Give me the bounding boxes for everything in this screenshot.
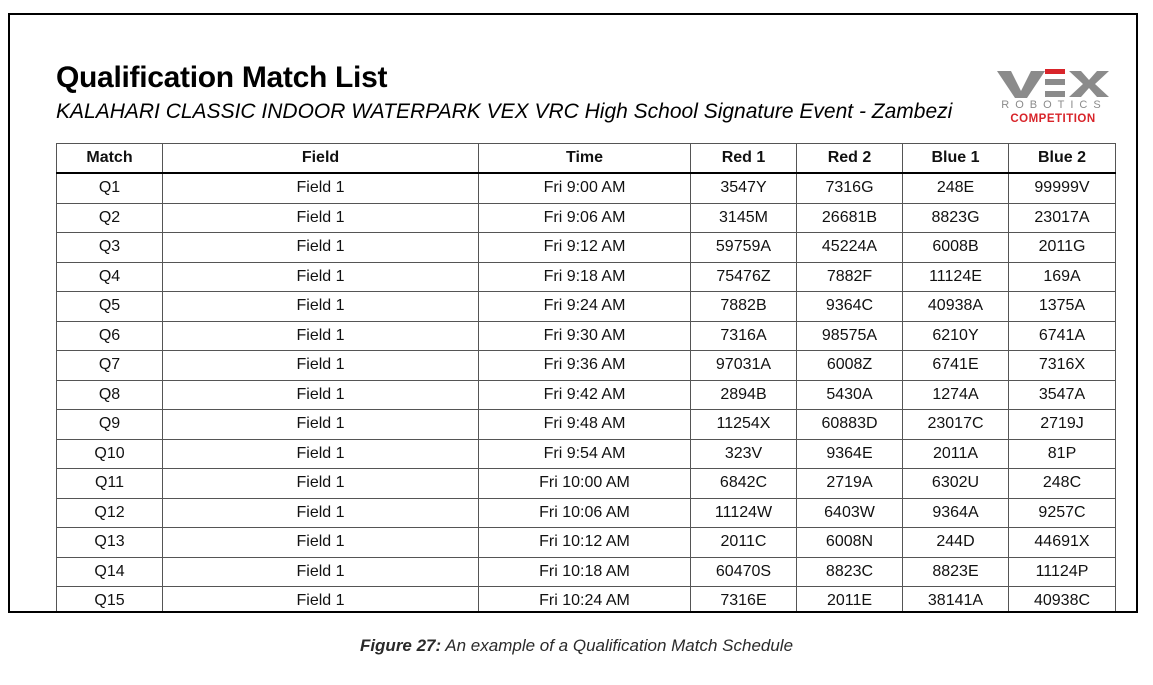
cell-match: Q6: [57, 321, 163, 351]
cell-match: Q3: [57, 233, 163, 263]
cell-red2: 6008Z: [797, 351, 903, 381]
page-title: Qualification Match List: [56, 61, 388, 94]
cell-blue2: 44691X: [1009, 528, 1116, 558]
table-row: [57, 233, 1116, 263]
cell-red2: 45224A: [797, 233, 903, 263]
table-row: [57, 587, 1116, 614]
cell-time: Fri 9:00 AM: [479, 173, 691, 203]
cell-blue1: 2011A: [903, 439, 1009, 469]
cell-field: Field 1: [163, 262, 479, 292]
cell-red1: 6842C: [691, 469, 797, 499]
table-row: [57, 410, 1116, 440]
cell-match: Q8: [57, 380, 163, 410]
table-row: [57, 557, 1116, 587]
column-header-match: Match: [57, 144, 163, 174]
table-row: [57, 203, 1116, 233]
cell-blue1: 38141A: [903, 587, 1009, 614]
table-row: [57, 439, 1116, 469]
cell-red1: 11254X: [691, 410, 797, 440]
cell-blue2: 40938C: [1009, 587, 1116, 614]
cell-time: Fri 9:48 AM: [479, 410, 691, 440]
cell-red2: 9364E: [797, 439, 903, 469]
cell-match: Q14: [57, 557, 163, 587]
cell-field: Field 1: [163, 528, 479, 558]
table-row: [57, 292, 1116, 322]
cell-match: Q5: [57, 292, 163, 322]
match-rows: [57, 173, 1116, 613]
cell-match: Q11: [57, 469, 163, 499]
logo-robotics-text: ROBOTICS: [1001, 99, 1107, 111]
cell-blue2: 248C: [1009, 469, 1116, 499]
cell-blue1: 40938A: [903, 292, 1009, 322]
column-header-blue2: Blue 2: [1009, 144, 1116, 174]
vex-robotics-logo: [995, 65, 1111, 127]
vex-wordmark-icon: [995, 65, 1111, 99]
document-frame: [8, 13, 1138, 613]
match-list-table: [56, 143, 1116, 613]
cell-red1: 7882B: [691, 292, 797, 322]
cell-blue1: 1274A: [903, 380, 1009, 410]
table-row: [57, 262, 1116, 292]
table-row: [57, 469, 1116, 499]
cell-blue1: 6008B: [903, 233, 1009, 263]
cell-red1: 2011C: [691, 528, 797, 558]
cell-red2: 9364C: [797, 292, 903, 322]
cell-field: Field 1: [163, 380, 479, 410]
cell-red2: 8823C: [797, 557, 903, 587]
cell-blue2: 1375A: [1009, 292, 1116, 322]
table-row: [57, 380, 1116, 410]
cell-time: Fri 10:24 AM: [479, 587, 691, 614]
logo-competition-text: COMPETITION: [1010, 113, 1096, 125]
column-header-red2: Red 2: [797, 144, 903, 174]
cell-time: Fri 10:12 AM: [479, 528, 691, 558]
cell-red1: 7316A: [691, 321, 797, 351]
cell-blue1: 6302U: [903, 469, 1009, 499]
cell-red2: 98575A: [797, 321, 903, 351]
cell-match: Q15: [57, 587, 163, 614]
cell-blue2: 11124P: [1009, 557, 1116, 587]
cell-time: Fri 9:24 AM: [479, 292, 691, 322]
figure-caption: [0, 636, 1153, 656]
cell-red2: 2011E: [797, 587, 903, 614]
cell-field: Field 1: [163, 351, 479, 381]
cell-blue1: 244D: [903, 528, 1009, 558]
cell-blue1: 6741E: [903, 351, 1009, 381]
cell-match: Q7: [57, 351, 163, 381]
cell-blue2: 6741A: [1009, 321, 1116, 351]
table-row: [57, 173, 1116, 203]
cell-blue2: 9257C: [1009, 498, 1116, 528]
cell-field: Field 1: [163, 173, 479, 203]
cell-red1: 60470S: [691, 557, 797, 587]
cell-time: Fri 9:06 AM: [479, 203, 691, 233]
cell-time: Fri 10:00 AM: [479, 469, 691, 499]
cell-red1: 59759A: [691, 233, 797, 263]
cell-blue2: 2011G: [1009, 233, 1116, 263]
column-header-red1: Red 1: [691, 144, 797, 174]
column-header-blue1: Blue 1: [903, 144, 1009, 174]
cell-blue1: 23017C: [903, 410, 1009, 440]
cell-time: Fri 9:36 AM: [479, 351, 691, 381]
table-header-row: [57, 144, 1116, 174]
cell-field: Field 1: [163, 233, 479, 263]
cell-time: Fri 9:30 AM: [479, 321, 691, 351]
table-row: [57, 528, 1116, 558]
cell-blue2: 99999V: [1009, 173, 1116, 203]
cell-field: Field 1: [163, 203, 479, 233]
cell-match: Q2: [57, 203, 163, 233]
cell-time: Fri 9:12 AM: [479, 233, 691, 263]
cell-field: Field 1: [163, 439, 479, 469]
cell-match: Q9: [57, 410, 163, 440]
cell-match: Q13: [57, 528, 163, 558]
cell-red1: 3145M: [691, 203, 797, 233]
cell-field: Field 1: [163, 469, 479, 499]
cell-match: Q1: [57, 173, 163, 203]
cell-time: Fri 9:54 AM: [479, 439, 691, 469]
cell-time: Fri 10:06 AM: [479, 498, 691, 528]
table-row: [57, 351, 1116, 381]
cell-blue2: 3547A: [1009, 380, 1116, 410]
cell-blue2: 169A: [1009, 262, 1116, 292]
cell-match: Q4: [57, 262, 163, 292]
cell-field: Field 1: [163, 587, 479, 614]
cell-red2: 2719A: [797, 469, 903, 499]
cell-field: Field 1: [163, 321, 479, 351]
cell-blue2: 81P: [1009, 439, 1116, 469]
cell-blue2: 2719J: [1009, 410, 1116, 440]
cell-blue1: 6210Y: [903, 321, 1009, 351]
cell-red2: 60883D: [797, 410, 903, 440]
cell-red2: 26681B: [797, 203, 903, 233]
cell-blue2: 23017A: [1009, 203, 1116, 233]
cell-red1: 75476Z: [691, 262, 797, 292]
cell-field: Field 1: [163, 292, 479, 322]
cell-match: Q10: [57, 439, 163, 469]
cell-time: Fri 10:18 AM: [479, 557, 691, 587]
event-subtitle: KALAHARI CLASSIC INDOOR WATERPARK VEX VRC High School Signature Event - Zambezi: [56, 100, 953, 123]
cell-red1: 97031A: [691, 351, 797, 381]
cell-red1: 7316E: [691, 587, 797, 614]
cell-blue1: 8823G: [903, 203, 1009, 233]
column-header-field: Field: [163, 144, 479, 174]
figure-caption-text: An example of a Qualification Match Schedule: [445, 636, 794, 655]
cell-red2: 6008N: [797, 528, 903, 558]
cell-red2: 7882F: [797, 262, 903, 292]
cell-red2: 6403W: [797, 498, 903, 528]
cell-field: Field 1: [163, 557, 479, 587]
cell-field: Field 1: [163, 498, 479, 528]
cell-blue1: 9364A: [903, 498, 1009, 528]
cell-match: Q12: [57, 498, 163, 528]
cell-red2: 5430A: [797, 380, 903, 410]
cell-blue1: 11124E: [903, 262, 1009, 292]
cell-red1: 3547Y: [691, 173, 797, 203]
cell-blue2: 7316X: [1009, 351, 1116, 381]
cell-blue1: 248E: [903, 173, 1009, 203]
column-header-time: Time: [479, 144, 691, 174]
table-row: [57, 321, 1116, 351]
cell-red1: 323V: [691, 439, 797, 469]
cell-time: Fri 9:18 AM: [479, 262, 691, 292]
cell-field: Field 1: [163, 410, 479, 440]
cell-red1: 11124W: [691, 498, 797, 528]
cell-time: Fri 9:42 AM: [479, 380, 691, 410]
cell-blue1: 8823E: [903, 557, 1009, 587]
cell-red2: 7316G: [797, 173, 903, 203]
cell-red1: 2894B: [691, 380, 797, 410]
figure-label: Figure 27:: [359, 636, 442, 655]
table-row: [57, 498, 1116, 528]
